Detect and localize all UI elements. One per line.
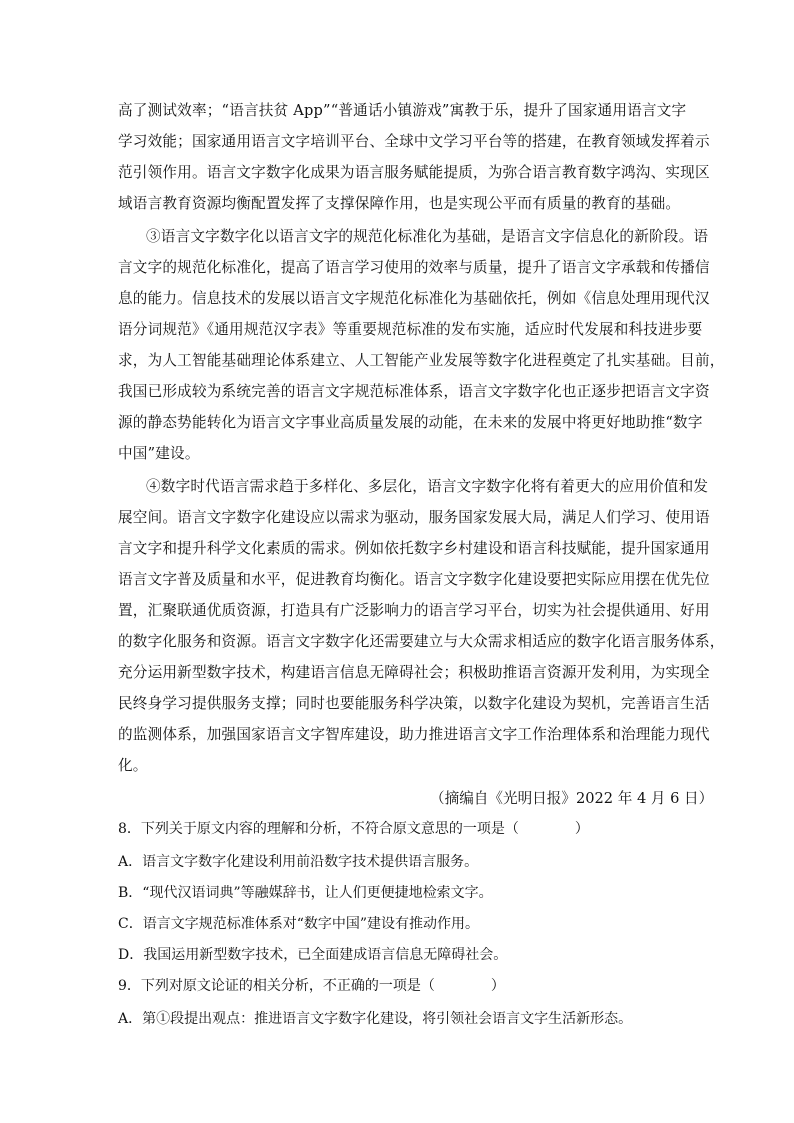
passage-line: 的数字化服务和资源。语言文字数字化还需要建立与大众需求相适应的数字化语言服务体系， — [118, 633, 725, 650]
passage-line: 置，汇聚联通优质资源，打造具有广泛影响力的语言学习平台，切实为社会提供通用、好用 — [118, 602, 710, 619]
passage-line: 高了测试效率；“语言扶贫 App”“普通话小镇游戏”寓教于乐，提升了国家通用语言文字 — [118, 102, 687, 119]
passage-line: 民终身学习提供服务支撑；同时也要能服务科学决策，以数字化建设为契机，完善语言生活 — [118, 695, 710, 712]
question-8-option-b: B．“现代汉语词典”等融媒辞书，让人们更便捷地检索文字。 — [118, 885, 493, 901]
passage-line: 的监测体系，加强国家语言文字智库建设，助力推进语言文字工作治理体系和治理能力现代 — [118, 726, 710, 743]
passage-line: 充分运用新型数字技术，构建语言信息无障碍社会；积极助推语言资源开发利用，为实现全 — [118, 664, 710, 681]
passage-line: 学习效能；国家通用语言文字培训平台、全球中文学习平台等的搭建，在教育领域发挥着示 — [118, 133, 710, 150]
question-8-stem: 8．下列关于原文内容的理解和分析，不符合原文意思的一项是（ ） — [118, 821, 589, 837]
passage-line: 源的静态势能转化为语言文字事业高质量发展的动能，在未来的发展中将更好地助推“数字 — [118, 414, 703, 431]
passage-line: 范引领作用。语言文字数字化成果为语言服务赋能提质，为弥合语言教育数字鸿沟、实现区 — [118, 164, 710, 181]
paragraph-3-first-line: ③语言文字数字化以语言文字的规范化标准化为基础，是语言文字信息化的新阶段。语 — [146, 228, 709, 245]
question-9-stem: 9．下列对原文论证的相关分析，不正确的一项是（ ） — [118, 978, 505, 994]
passage-line: 中国”建设。 — [118, 445, 200, 462]
question-8-option-d: D．我国运用新型数字技术，已全面建成语言信息无障碍社会。 — [118, 947, 508, 963]
passage-line: 求，为人工智能基础理论体系建立、人工智能产业发展等数字化进程奠定了扎实基础。目前， — [118, 352, 725, 369]
passage-line: 语言文字普及质量和水平，促进教育均衡化。语言文字数字化建设要把实际应用摆在优先位 — [118, 571, 710, 588]
question-9-option-a: A．第①段提出观点：推进语言文字数字化建设，将引领社会语言文字生活新形态。 — [118, 1011, 633, 1027]
passage-line: 语分词规范》《通用规范汉字表》等重要规范标准的发布实施，适应时代发展和科技进步要 — [118, 321, 703, 338]
paragraph-4-first-line: ④数字时代语言需求趋于多样化、多层化，语言文字数字化将有着更大的应用价值和发 — [146, 478, 709, 495]
passage-line: 言文字的规范化标准化，提高了语言学习使用的效率与质量，提升了语言文字承载和传播信 — [118, 259, 710, 276]
passage-line: 域语言教育资源均衡配置发挥了支撑保障作用，也是实现公平而有质量的教育的基础。 — [118, 195, 681, 212]
passage-line: 我国已形成较为系统完善的语言文字规范标准体系，语言文字数字化也正逐步把语言文字资 — [118, 383, 710, 400]
passage-line: 言文字和提升科学文化素质的需求。例如依托数字乡村建设和语言科技赋能，提升国家通用 — [118, 540, 710, 557]
passage-line: 化。 — [118, 757, 148, 774]
question-8-option-c: C．语言文字规范标准体系对“数字中国”建设有推动作用。 — [118, 916, 480, 932]
passage-line: 息的能力。信息技术的发展以语言文字规范化标准化为基础依托，例如《信息处理用现代汉 — [118, 290, 710, 307]
question-8-option-a: A．语言文字数字化建设利用前沿数字技术提供语言服务。 — [118, 854, 479, 870]
passage-line: 展空间。语言文字数字化建设应以需求为驱动，服务国家发展大局，满足人们学习、使用语 — [118, 509, 710, 526]
source-citation: （摘编自《光明日报》2022 年 4 月 6 日） — [430, 790, 714, 807]
